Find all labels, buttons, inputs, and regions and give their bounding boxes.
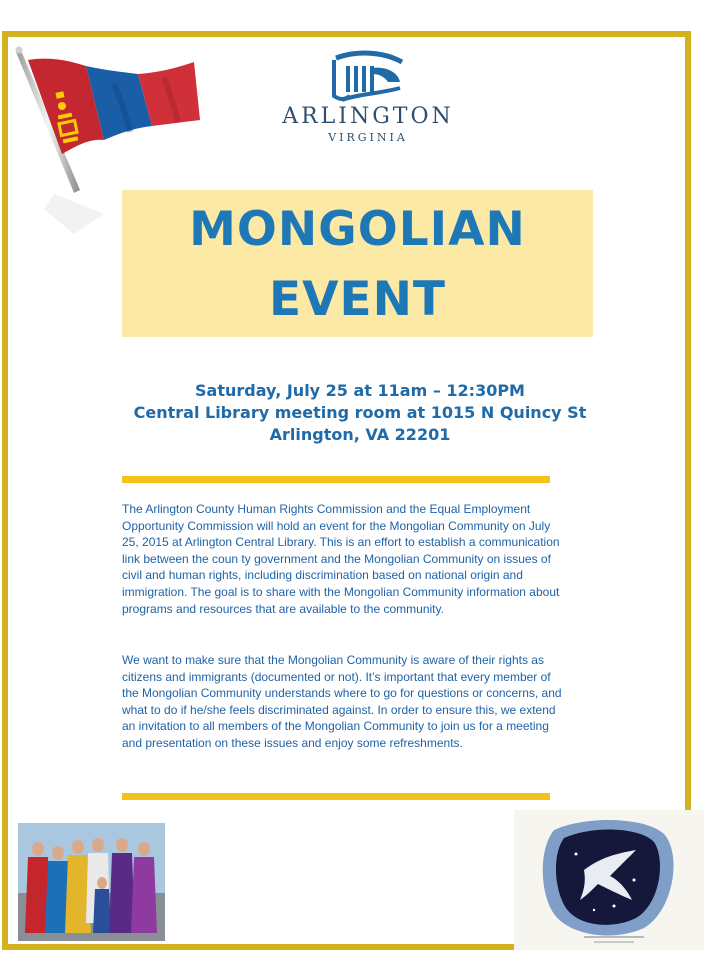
arlington-logo (258, 50, 478, 150)
divider-top (122, 476, 550, 483)
event-date-time: Saturday, July 25 at 11am – 12:30PM (195, 381, 525, 400)
event-info (100, 380, 620, 446)
body-paragraph-2: We want to make sure that the Mongolian Community is aware of their rights as citizens and immigrants (documented or not). It’s important that every member of the Mongolian Community understands where to go for questions or concerns, and what to do if he/she feels discriminated against. In order to ensure this, we extend an invitation to all members of the Mongolian Community to join us for a meeting and presentation on these issues and enjoy some refreshments. (122, 653, 562, 750)
bird-artwork-print (514, 810, 704, 950)
body-paragraph-1: The Arlington County Human Rights Commission and the Equal Employment Opportunity Commission will hold an event for the Mongolian Community on July 25, 2015 at Arlington Central Library. This is an effort to establish a communication link between the coun ty government and the Mongolian Community on issues of civil and human rights, including discrimination based on national origin and immigration. The goal is to share with the Mongolian Community information about programs and resources that are available to the community. (122, 502, 560, 616)
event-city: Arlington, VA 22201 (269, 425, 451, 444)
logo-name: ARLINGTON (282, 104, 454, 129)
event-title-line2: EVENT (269, 272, 446, 327)
mongolian-community-photo (18, 823, 165, 941)
event-venue: Central Library meeting room at 1015 N Quincy St (133, 403, 587, 422)
logo-subtitle: VIRGINIA (328, 131, 408, 144)
arlington-logo-icon (328, 50, 408, 104)
event-title-line1: MONGOLIAN (189, 202, 526, 257)
divider-bottom (122, 793, 550, 800)
event-title-box (122, 190, 593, 337)
